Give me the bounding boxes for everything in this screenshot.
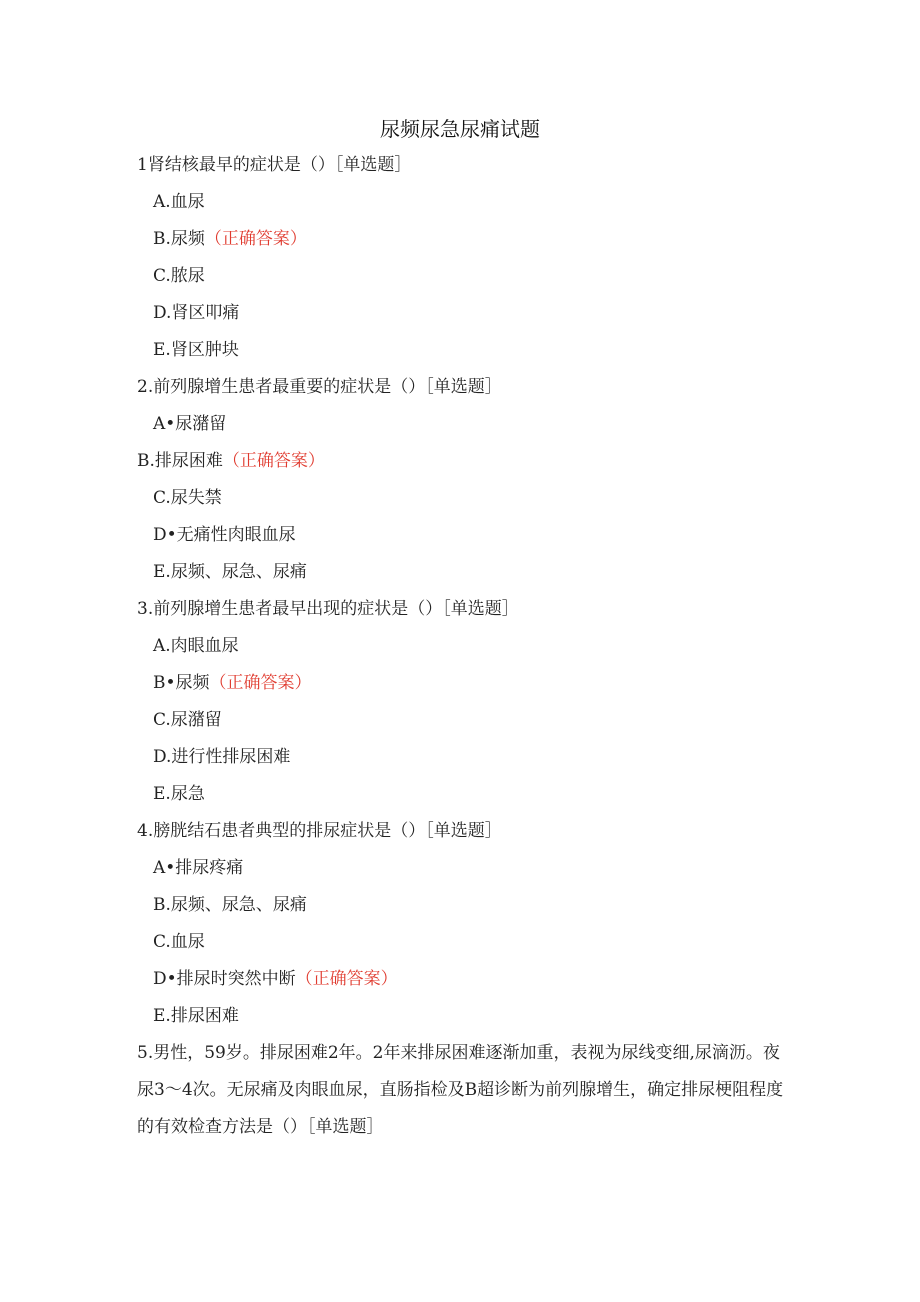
correct-answer-tag: （正确答案） xyxy=(295,969,398,989)
question-2-option-e: E.尿频、尿急、尿痛 xyxy=(153,562,307,582)
question-4-option-b: B.尿频、尿急、尿痛 xyxy=(153,895,307,915)
question-1-option-c: C.脓尿 xyxy=(153,266,205,286)
option-text: B.尿频 xyxy=(153,229,205,249)
option-text: B.排尿困难 xyxy=(137,451,223,471)
correct-answer-tag: （正确答案） xyxy=(209,673,312,693)
question-3-option-d: D.进行性排尿困难 xyxy=(153,747,291,767)
question-2-option-b xyxy=(137,449,325,473)
question-1-option-d: D.肾区叩痛 xyxy=(153,303,240,323)
option-text: D•排尿时突然中断 xyxy=(153,969,296,989)
question-1-stem: 1肾结核最早的症状是（）［单选题］ xyxy=(137,155,412,175)
question-3-option-b xyxy=(153,671,312,695)
question-4-stem: 4.膀胱结石患者典型的排尿症状是（）［单选题］ xyxy=(137,821,502,841)
question-2-option-a: A•尿潴留 xyxy=(153,414,227,434)
question-4-option-d xyxy=(153,967,398,991)
question-1-option-a: A.血尿 xyxy=(153,192,205,212)
question-3-option-a: A.肉眼血尿 xyxy=(153,636,239,656)
question-3-option-c: C.尿潴留 xyxy=(153,710,222,730)
question-2-option-d: D•无痛性肉眼血尿 xyxy=(153,525,296,545)
question-4-option-a: A•排尿疼痛 xyxy=(153,858,244,878)
question-1-option-b xyxy=(153,227,307,251)
question-4-option-c: C.血尿 xyxy=(153,932,205,952)
question-5-stem: 5.男性，59岁。排尿困难2年。2年来排尿困难逐渐加重，表视为尿线变细,尿滴沥。夜尿3～4次。无尿痛及肉眼血尿，直肠指检及B超诊断为前列腺增生，确定排尿梗阻程度的有效检查方法是（）［单选题］ xyxy=(137,1043,784,1137)
question-3-option-e: E.尿急 xyxy=(153,784,205,804)
question-3-stem: 3.前列腺增生患者最早出现的症状是（）［单选题］ xyxy=(137,599,519,619)
correct-answer-tag: （正确答案） xyxy=(204,229,307,249)
option-text: B•尿频 xyxy=(153,673,210,693)
page-title: 尿频尿急尿痛试题 xyxy=(380,117,540,141)
correct-answer-tag: （正确答案） xyxy=(222,451,325,471)
question-2-stem: 2.前列腺增生患者最重要的症状是（）［单选题］ xyxy=(137,377,502,397)
question-1-option-e: E.肾区肿块 xyxy=(153,340,239,360)
question-2-option-c: C.尿失禁 xyxy=(153,488,222,508)
question-4-option-e: E.排尿困难 xyxy=(153,1006,239,1026)
